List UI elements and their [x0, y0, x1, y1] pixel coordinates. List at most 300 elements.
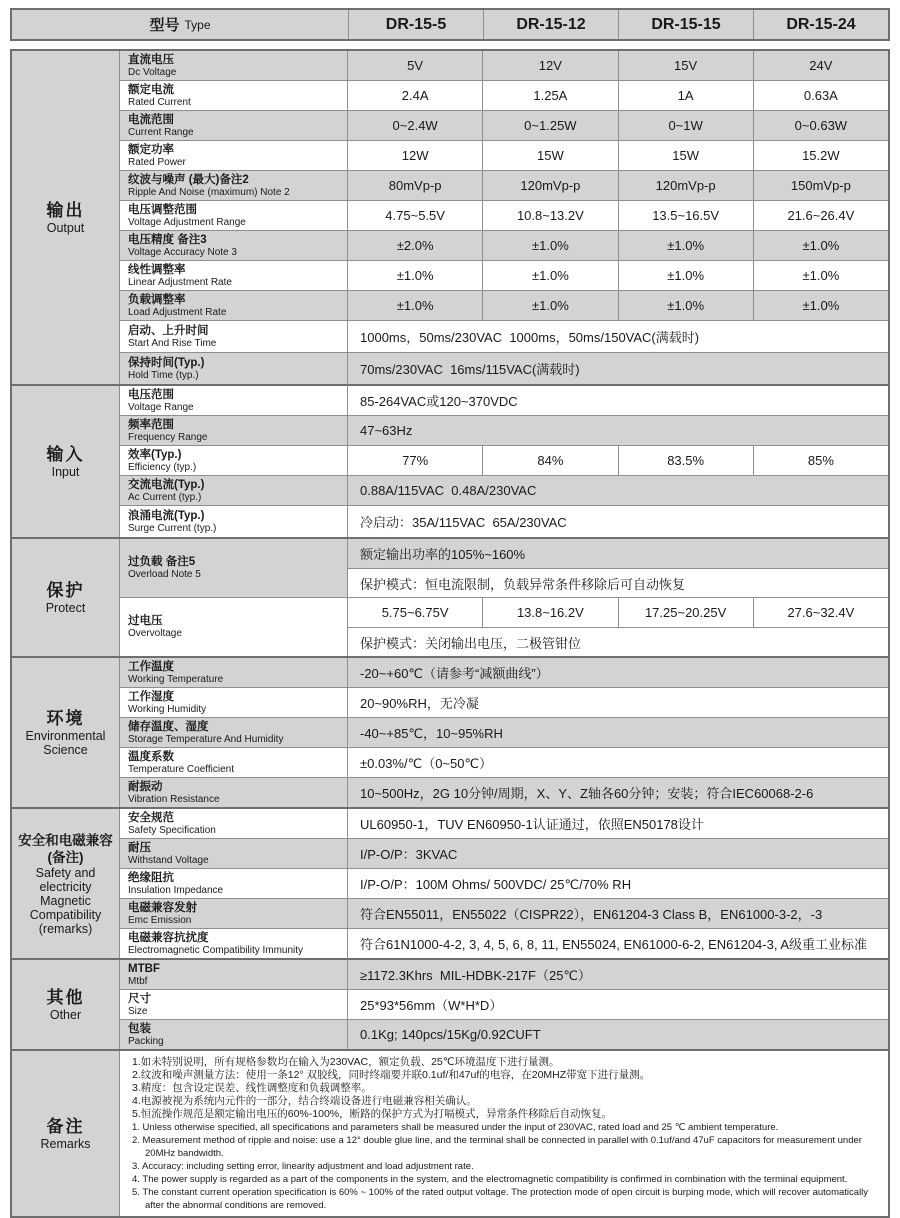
value-span: ±0.03%/℃（0~50℃）: [360, 756, 493, 771]
param-label: [120, 598, 348, 656]
type-label-en: Type: [184, 17, 211, 32]
section-title-cn: 环境: [46, 708, 85, 728]
remark-line-en: 5. The constant current operation specification is 60% ~ 100% of the rated output voltage. The protection mode of open circuit is burping mode, which will recover automatically after the abnormal conditions are removed.: [132, 1187, 869, 1211]
spec-row: [120, 170, 888, 200]
value-cell: ±1.0%: [482, 231, 617, 260]
param-label-cn: 额定电流: [128, 83, 174, 96]
param-value-lines: [348, 201, 888, 230]
param-label-en: Voltage Adjustment Range: [128, 216, 246, 228]
section-other: [12, 958, 888, 1049]
param-value-lines: [348, 688, 888, 717]
param-label: [120, 51, 348, 80]
value-line: [348, 386, 888, 415]
param-value-lines: [348, 446, 888, 475]
value-line: [348, 960, 888, 989]
value-cell: ±1.0%: [618, 261, 753, 290]
section-title-en: Protect: [45, 600, 86, 615]
param-label-cn: 线性调整率: [128, 263, 186, 276]
param-label-cn: 负载调整率: [128, 293, 186, 306]
spec-row: [120, 505, 888, 537]
param-value-lines: [348, 261, 888, 290]
value-span: -20~+60℃（请参考“减额曲线”）: [360, 666, 549, 681]
spec-row: [120, 838, 888, 868]
value-cell: 0~1W: [618, 111, 753, 140]
value-cell: 12V: [482, 51, 617, 80]
value-span: 25*93*56mm（W*H*D）: [360, 998, 503, 1013]
value-line: [348, 869, 888, 898]
spec-row: [120, 597, 888, 656]
param-label-en: Current Range: [128, 126, 194, 138]
section-label: [12, 1051, 120, 1216]
value-cell: 84%: [482, 446, 617, 475]
type-label-cn: 型号: [149, 17, 180, 34]
value-span: 85-264VAC或120~370VDC: [360, 394, 518, 409]
value-line: [348, 688, 888, 717]
param-label: [120, 476, 348, 505]
spec-table: [10, 49, 890, 1218]
value-cell: 0~2.4W: [392, 118, 438, 133]
param-label: [120, 171, 348, 200]
param-label: [120, 658, 348, 687]
section-label: [12, 658, 120, 807]
value-line: [348, 171, 888, 200]
param-value-lines: [348, 506, 888, 537]
value-cell: 0.63A: [753, 81, 888, 110]
value-cell: 5.75~6.75V: [381, 605, 449, 620]
param-label-cn: 工作湿度: [128, 690, 174, 703]
value-span: 0.1Kg; 140pcs/15Kg/0.92CUFT: [360, 1027, 541, 1042]
value-line: [348, 1020, 888, 1049]
value-cell: 5V: [407, 58, 424, 73]
param-label: [120, 960, 348, 989]
section-title-cn: 输入: [46, 444, 85, 464]
spec-row: [120, 809, 888, 838]
param-value-lines: [348, 539, 888, 597]
param-value-lines: [348, 778, 888, 807]
value-line: [348, 839, 888, 868]
param-label-en: Ac Current (typ.): [128, 491, 202, 503]
section-title-cn: 安全和电磁兼容(备注): [18, 832, 113, 865]
param-value-lines: [348, 748, 888, 777]
spec-row: [120, 717, 888, 747]
value-span: 额定输出功率的105%~160%: [360, 547, 526, 562]
section-remarks: [12, 1049, 888, 1216]
value-line: [348, 476, 888, 505]
section-rows: [120, 809, 888, 958]
param-label-cn: 耐振动: [128, 780, 163, 793]
section-title-en: Safety and electricity Magnetic Compatibility (remarks): [29, 865, 102, 936]
param-value-lines: [348, 321, 888, 352]
value-cell: ±1.0%: [396, 268, 434, 283]
value-cell: ±1.0%: [618, 231, 753, 260]
spec-row: [120, 320, 888, 352]
value-cell: 85%: [753, 446, 888, 475]
model-column-header: DR-15-12: [483, 10, 618, 39]
param-value-lines: [348, 598, 888, 656]
spec-row: [120, 747, 888, 777]
remark-line-cn: 1.如未特别说明，所有规格参数均在输入为230VAC，额定负载、25℃环境温度下进行量测。: [132, 1056, 560, 1068]
section-title-cn: 保护: [46, 580, 85, 600]
spec-row: [120, 898, 888, 928]
section-rows: [120, 960, 888, 1049]
param-label-en: Surge Current (typ.): [128, 522, 217, 534]
param-label-cn: 交流电流(Typ.): [128, 478, 205, 491]
param-label-en: Frequency Range: [128, 431, 208, 443]
param-label-cn: 浪涌电流(Typ.): [128, 509, 205, 522]
section-title-cn: 备注: [46, 1116, 85, 1136]
param-value-lines: [348, 990, 888, 1019]
param-label-cn: 工作温度: [128, 660, 174, 673]
value-cell: 21.6~26.4V: [753, 201, 888, 230]
value-cell: 1.25A: [482, 81, 617, 110]
value-span: 冷启动：35A/115VAC 65A/230VAC: [360, 515, 567, 530]
value-cell: 0~0.63W: [753, 111, 888, 140]
param-value-lines: [348, 171, 888, 200]
param-label-en: Ripple And Noise (maximum) Note 2: [128, 186, 290, 198]
value-cell: ±1.0%: [482, 291, 617, 320]
value-line: [348, 748, 888, 777]
spec-row: [120, 51, 888, 80]
value-span: 保护模式：关闭输出电压，二极管钳位: [360, 635, 582, 651]
section-label: [12, 960, 120, 1049]
param-label: [120, 929, 348, 958]
param-label: [120, 386, 348, 415]
param-value-lines: [348, 960, 888, 989]
model-header-table: [10, 8, 890, 41]
param-value-lines: [348, 839, 888, 868]
param-label-cn: 储存温度、湿度: [128, 720, 209, 733]
param-label-en: Withstand Voltage: [128, 854, 209, 866]
param-label-en: Linear Adjustment Rate: [128, 276, 232, 288]
remark-line-cn: 4.电源被视为系统内元件的一部分，结合终端设备进行电磁兼容相关确认。: [132, 1095, 477, 1107]
spec-row: [120, 1019, 888, 1049]
value-cell: 17.25~20.25V: [618, 598, 753, 627]
param-label: [120, 869, 348, 898]
remark-line-cn: 5.恒流操作规范是额定输出电压的60%-100%，断路的保护方式为打嗝模式，异常条件移除后自动恢复。: [132, 1108, 613, 1120]
value-cell: 150mVp-p: [753, 171, 888, 200]
value-cell: ±1.0%: [482, 261, 617, 290]
value-span: 0.88A/115VAC 0.48A/230VAC: [360, 483, 537, 498]
remark-line-en: 3. Accuracy: including setting error, linearity adjustment and load adjustment rate.: [132, 1161, 474, 1172]
spec-row: [120, 200, 888, 230]
section-input: [12, 384, 888, 537]
value-cell: 15.2W: [753, 141, 888, 170]
param-label: [120, 506, 348, 537]
value-line: [348, 990, 888, 1019]
param-label: [120, 291, 348, 320]
type-header-cell: [12, 10, 348, 39]
value-cell: ±1.0%: [618, 291, 753, 320]
param-label-en: Hold Time (typ.): [128, 369, 199, 381]
value-line: [348, 929, 888, 958]
param-value-lines: [348, 416, 888, 445]
param-label-en: Size: [128, 1005, 148, 1017]
param-label: [120, 778, 348, 807]
param-label-cn: 尺寸: [128, 992, 151, 1005]
value-cell: 10.8~13.2V: [482, 201, 617, 230]
param-label: [120, 111, 348, 140]
value-cell: 15W: [618, 141, 753, 170]
param-label-cn: 电磁兼容发射: [128, 901, 197, 914]
section-title-en: Output: [46, 220, 85, 235]
param-label-cn: 过负载 备注5: [128, 556, 196, 568]
value-line: [348, 598, 888, 627]
param-value-lines: [348, 718, 888, 747]
param-value-lines: [348, 111, 888, 140]
value-span: 47~63Hz: [360, 423, 413, 438]
value-cell: 83.5%: [618, 446, 753, 475]
spec-row: [120, 260, 888, 290]
param-label-cn: 纹波与噪声 (最大)备注2: [128, 173, 249, 186]
remark-line-cn: 2.纹波和噪声测量方法：使用一条12° 双胶线，同时终端要并联0.1uf/和47uf的电容，在20MHZ带宽下进行量测。: [132, 1069, 651, 1081]
param-label-cn: 耐压: [128, 841, 151, 854]
remark-line-en: 4. The power supply is regarded as a part of the components in the system, and the electromagnetic compatibility is confirmed in combination with the terminal equipment.: [132, 1174, 848, 1185]
model-column-header: DR-15-24: [753, 10, 888, 39]
value-line: [348, 291, 888, 320]
value-cell: 80mVp-p: [388, 178, 442, 193]
value-cell: 77%: [402, 453, 429, 468]
value-line: [348, 81, 888, 110]
value-cell: 13.5~16.5V: [618, 201, 753, 230]
value-cell: 27.6~32.4V: [753, 598, 888, 627]
param-value-lines: [348, 869, 888, 898]
param-value-lines: [348, 929, 888, 958]
param-label-cn: 过电压: [128, 615, 163, 627]
value-line: [348, 718, 888, 747]
param-label-cn: 频率范围: [128, 418, 174, 431]
value-line: [348, 627, 888, 656]
param-label-en: Emc Emission: [128, 914, 192, 926]
param-label: [120, 990, 348, 1019]
value-line: [348, 568, 888, 597]
value-span: UL60950-1，TUV EN60950-1认证通过，依照EN50178设计: [360, 817, 704, 832]
param-label: [120, 201, 348, 230]
spec-row: [120, 539, 888, 597]
remark-line-en: 1. Unless otherwise specified, all specifications and parameters shall be measured under the input of 230VAC, rated load and 25 ℃ ambient temperature.: [132, 1122, 779, 1133]
param-label: [120, 446, 348, 475]
param-value-lines: [348, 51, 888, 80]
param-label-cn: 电压范围: [128, 388, 174, 401]
param-value-lines: [348, 476, 888, 505]
section-protect: [12, 537, 888, 656]
remarks-body: [120, 1051, 888, 1216]
value-span: 符合61N1000-4-2, 3, 4, 5, 6, 8, 11, EN55024, EN61000-6-2, EN61204-3, A级重工业标准: [360, 937, 868, 952]
value-line: [348, 446, 888, 475]
param-label-cn: 电磁兼容抗扰度: [128, 931, 209, 944]
section-title-en: Input: [51, 464, 80, 479]
value-line: [348, 809, 888, 838]
spec-row: [120, 110, 888, 140]
param-label: [120, 809, 348, 838]
section-label: [12, 809, 120, 958]
param-label: [120, 748, 348, 777]
value-line: [348, 51, 888, 80]
param-label-cn: 绝缘阻抗: [128, 871, 174, 884]
remark-line-en: 2. Measurement method of ripple and noise: use a 12° double glue line, and the terminal shall be connected in parallel with 0.1uf/and 47uF capacitors for measurement under 20MHz bandwidth.: [132, 1135, 862, 1159]
param-label: [120, 81, 348, 110]
param-label-en: Rated Current: [128, 96, 191, 108]
param-label-en: Rated Power: [128, 156, 186, 168]
param-label-cn: 效率(Typ.): [128, 448, 182, 461]
param-label-en: Safety Specification: [128, 824, 216, 836]
value-line: [348, 321, 888, 352]
spec-row: [120, 960, 888, 989]
section-rows: [120, 539, 888, 656]
value-line: [348, 353, 888, 384]
param-label-en: Packing: [128, 1035, 164, 1047]
param-value-lines: [348, 231, 888, 260]
param-label: [120, 261, 348, 290]
remark-line-cn: 3.精度：包含设定误差、线性调整度和负载调整率。: [132, 1082, 372, 1094]
section-title-cn: 其他: [46, 987, 85, 1007]
section-rows: [120, 658, 888, 807]
spec-row: [120, 290, 888, 320]
value-cell: 13.8~16.2V: [482, 598, 617, 627]
spec-row: [120, 445, 888, 475]
param-label: [120, 321, 348, 352]
param-label-cn: 温度系数: [128, 750, 174, 763]
param-label: [120, 899, 348, 928]
param-label-en: Mtbf: [128, 975, 148, 987]
value-cell: ±1.0%: [753, 261, 888, 290]
spec-row: [120, 386, 888, 415]
value-cell: 24V: [753, 51, 888, 80]
value-line: [348, 261, 888, 290]
spec-row: [120, 658, 888, 687]
spec-row: [120, 415, 888, 445]
param-value-lines: [348, 899, 888, 928]
param-value-lines: [348, 1020, 888, 1049]
param-label: [120, 231, 348, 260]
section-title-cn: 输出: [46, 200, 85, 220]
value-line: [348, 231, 888, 260]
value-line: [348, 111, 888, 140]
param-label: [120, 539, 348, 597]
param-label-cn: 电压调整范围: [128, 203, 197, 216]
param-label-en: Load Adjustment Rate: [128, 306, 227, 318]
model-column-header: DR-15-15: [618, 10, 753, 39]
value-cell: 12W: [401, 148, 429, 163]
value-span: 20~90%RH，无冷凝: [360, 696, 479, 711]
spec-row: [120, 352, 888, 384]
param-label-en: Working Humidity: [128, 703, 207, 715]
value-cell: ±2.0%: [396, 238, 434, 253]
value-cell: 15W: [482, 141, 617, 170]
param-value-lines: [348, 141, 888, 170]
param-label-cn: 包装: [128, 1022, 151, 1035]
value-cell: ±1.0%: [396, 298, 434, 313]
section-rows: [120, 386, 888, 537]
value-span: 70ms/230VAC 16ms/115VAC(满载时): [360, 362, 580, 377]
value-span: I/P-O/P：3KVAC: [360, 847, 458, 862]
value-cell: 120mVp-p: [618, 171, 753, 200]
value-line: [348, 658, 888, 687]
value-span: I/P-O/P：100M Ohms/ 500VDC/ 25℃/70% RH: [360, 877, 632, 892]
param-label-cn: 电流范围: [128, 113, 174, 126]
value-cell: 15V: [618, 51, 753, 80]
value-cell: ±1.0%: [753, 291, 888, 320]
param-label-en: Start And Rise Time: [128, 337, 217, 349]
param-label-en: Temperature Coefficient: [128, 763, 234, 775]
param-value-lines: [348, 291, 888, 320]
param-label-cn: 额定功率: [128, 143, 174, 156]
section-output: [12, 51, 888, 384]
param-label: [120, 353, 348, 384]
spec-row: [120, 989, 888, 1019]
value-span: -40~+85℃，10~95%RH: [360, 726, 503, 741]
value-line: [348, 899, 888, 928]
value-cell: 2.4A: [401, 88, 429, 103]
value-line: [348, 539, 888, 568]
param-label-cn: 启动、上升时间: [128, 324, 209, 337]
param-label-cn: 直流电压: [128, 53, 174, 66]
section-title-en: Other: [49, 1007, 82, 1022]
param-value-lines: [348, 353, 888, 384]
value-line: [348, 416, 888, 445]
param-label-en: Dc Voltage: [128, 66, 177, 78]
value-line: [348, 201, 888, 230]
param-label-en: Insulation Impedance: [128, 884, 224, 896]
param-value-lines: [348, 809, 888, 838]
value-span: 1000ms，50ms/230VAC 1000ms，50ms/150VAC(满载时): [360, 330, 700, 345]
spec-row: [120, 140, 888, 170]
section-safety-and-electricity-magnetic-compatibility-remarks: [12, 807, 888, 958]
param-label-en: Vibration Resistance: [128, 793, 220, 805]
value-span: 保护模式：恒电流限制，负载异常条件移除后可自动恢复: [360, 576, 686, 592]
param-label-en: Storage Temperature And Humidity: [128, 733, 284, 745]
section-label: [12, 51, 120, 384]
section-title-en: Remarks: [40, 1136, 91, 1151]
param-label: [120, 718, 348, 747]
value-line: [348, 506, 888, 537]
value-line: [348, 778, 888, 807]
value-cell: ±1.0%: [753, 231, 888, 260]
param-label-cn: 保持时间(Typ.): [128, 356, 205, 369]
section-environmental-science: [12, 656, 888, 807]
param-label: [120, 688, 348, 717]
param-label-cn: 安全规范: [128, 811, 174, 824]
model-column-header: DR-15-5: [348, 10, 483, 39]
section-label: [12, 539, 120, 656]
param-label: [120, 839, 348, 868]
param-label-en: Voltage Accuracy Note 3: [128, 246, 237, 258]
spec-row: [120, 777, 888, 807]
param-label: [120, 141, 348, 170]
param-label-cn: 电压精度 备注3: [128, 233, 207, 246]
section-title-en: Environmental Science: [25, 728, 106, 757]
param-label: [120, 1020, 348, 1049]
param-label-cn: MTBF: [128, 962, 160, 975]
value-span: ≥1172.3Khrs MIL-HDBK-217F（25℃）: [360, 968, 592, 983]
param-label-en: Electromagnetic Compatibility Immunity: [128, 944, 304, 956]
param-value-lines: [348, 81, 888, 110]
value-cell: 0~1.25W: [482, 111, 617, 140]
value-span: 10~500Hz，2G 10分钟/周期，X、Y、Z轴各60分钟；安装；符合IEC60068-2-6: [360, 786, 814, 801]
value-cell: 1A: [618, 81, 753, 110]
spec-row: [120, 868, 888, 898]
param-label-en: Working Temperature: [128, 673, 224, 685]
param-value-lines: [348, 658, 888, 687]
value-cell: 4.75~5.5V: [385, 208, 445, 223]
section-rows: [120, 51, 888, 384]
section-label: [12, 386, 120, 537]
param-label-en: Efficiency (typ.): [128, 461, 197, 473]
param-label-en: Overvoltage: [128, 628, 182, 639]
spec-row: [120, 80, 888, 110]
param-label-en: Overload Note 5: [128, 569, 201, 580]
spec-row: [120, 230, 888, 260]
spec-row: [120, 475, 888, 505]
